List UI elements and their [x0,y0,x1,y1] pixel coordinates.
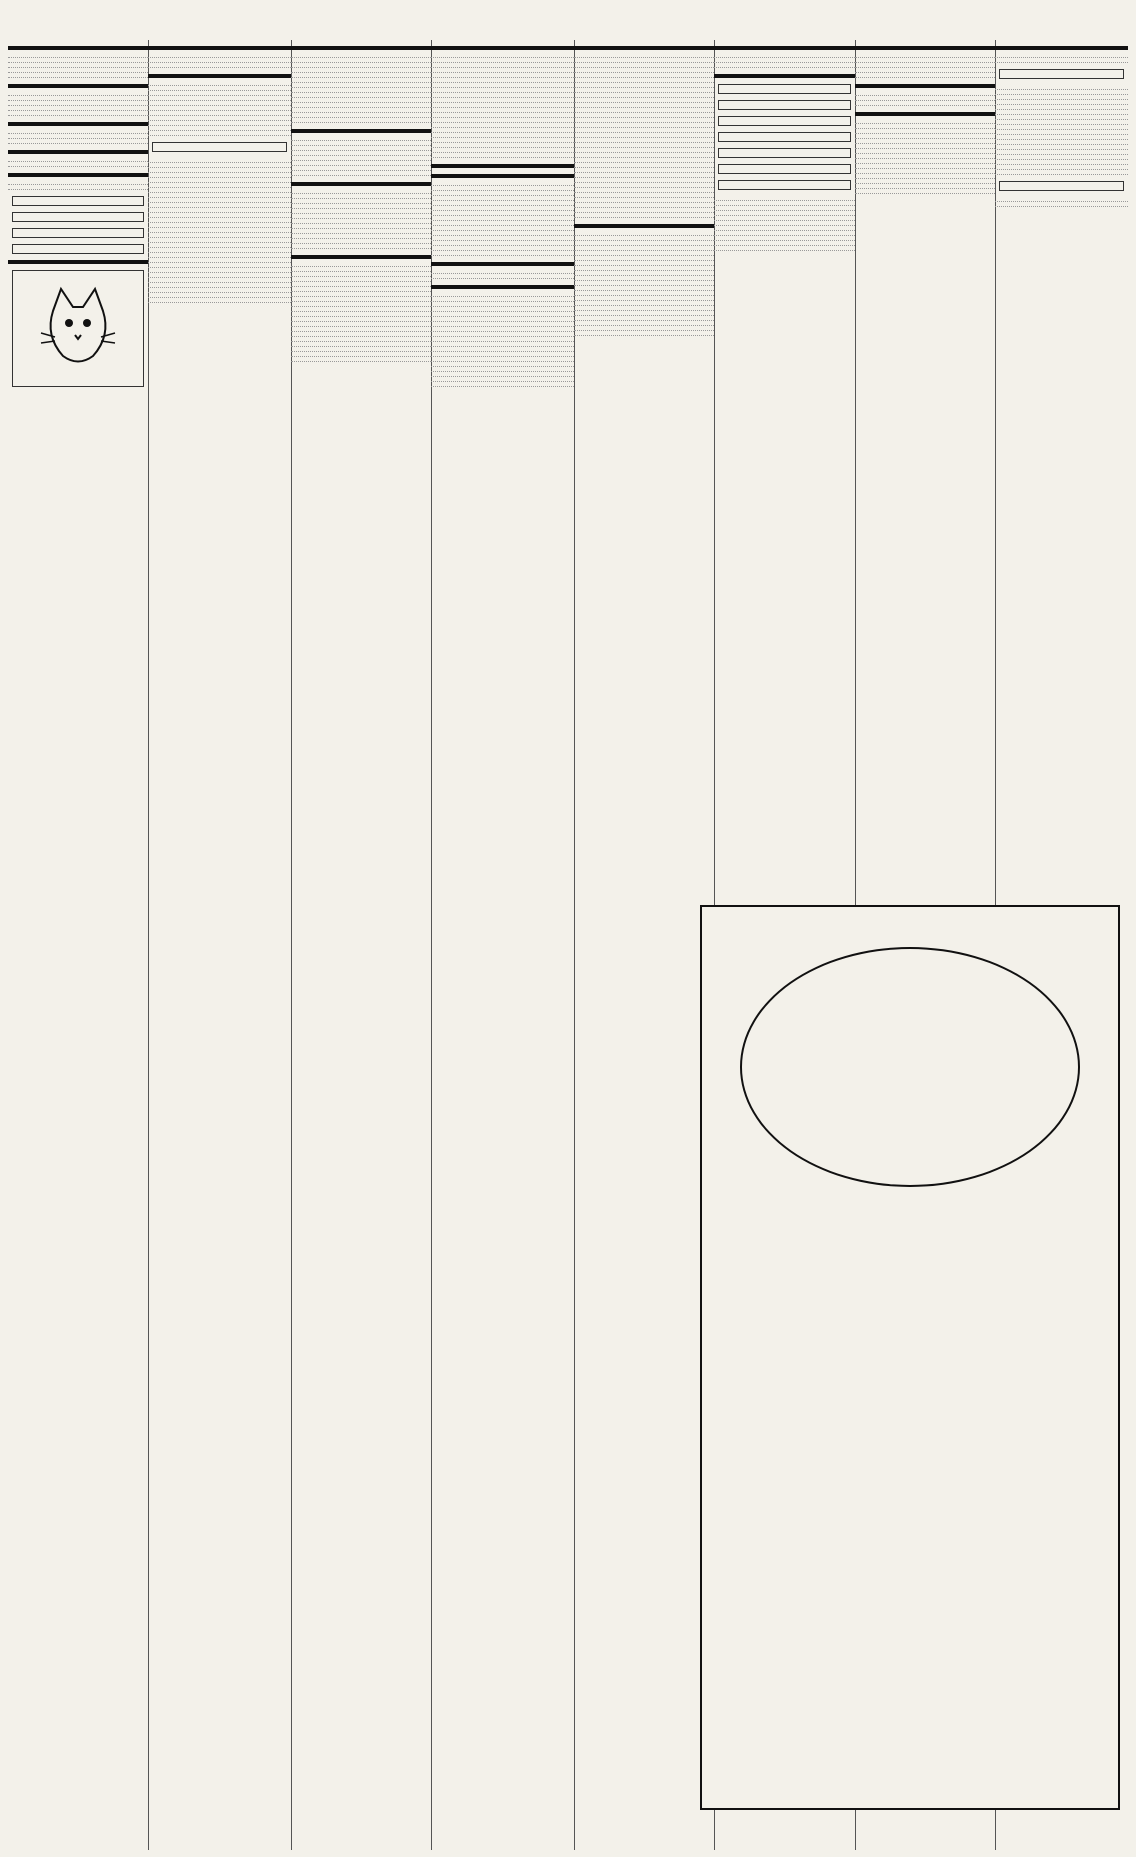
classified-ad [431,382,574,387]
classified-column [574,40,715,1850]
display-ad [718,100,851,110]
section-heading [714,74,855,78]
section-heading [291,46,431,50]
classified-ad [855,189,995,194]
classified-ad [148,298,291,303]
section-heading [431,174,574,178]
classified-ad [714,246,855,251]
display-ad [12,244,144,254]
classified-ad [574,213,714,218]
classified-column [8,40,149,1850]
classified-ad [995,202,1128,207]
section-heading [8,84,148,88]
display-ad [999,181,1124,191]
section-heading [148,74,291,78]
section-heading [714,46,855,50]
classified-ad [8,139,148,144]
classified-ad [291,118,431,123]
section-heading [431,46,574,50]
classified-column [291,40,432,1850]
section-heading [855,84,995,88]
classified-ad [148,63,291,68]
promo-blurb-oval [740,947,1080,1187]
classified-ad [714,63,855,68]
section-heading [8,260,148,264]
section-heading [995,46,1128,50]
classified-ad [855,73,995,78]
section-heading [431,285,574,289]
classified-column [148,40,292,1850]
classified-ad [855,101,995,106]
classified-ad [291,171,431,176]
section-heading [291,255,431,259]
section-heading [8,46,148,50]
classified-ad [148,131,291,136]
classified-ad [431,251,574,256]
display-ad [999,69,1124,79]
display-ad [12,228,144,238]
section-heading [431,262,574,266]
classified-ad [574,331,714,336]
display-ad [718,148,851,158]
classified-ad [431,153,574,158]
classified-ad [995,170,1128,175]
display-ad [718,164,851,174]
page-header [0,0,1136,34]
section-heading [291,129,431,133]
pet-shop-ad [12,270,144,387]
classified-ad [291,357,431,362]
classified-ad [8,162,148,167]
classified-ad [8,111,148,116]
display-ad [12,196,144,206]
section-heading [574,224,714,228]
big-promo-ad [700,905,1120,1810]
classified-ad [8,73,148,78]
display-ad [12,212,144,222]
classified-ad [995,58,1128,63]
classified-ad [431,274,574,279]
section-heading [431,164,574,168]
section-heading [8,122,148,126]
display-ad [718,84,851,94]
section-heading [8,173,148,177]
display-ad [152,142,287,152]
classified-ad [291,244,431,249]
display-ad [718,132,851,142]
display-ad [718,116,851,126]
classified-ad [8,185,148,190]
display-ad [718,180,851,190]
section-heading [8,150,148,154]
section-heading [855,112,995,116]
section-heading [291,182,431,186]
cat-illustration-icon [33,281,123,371]
section-heading [574,46,714,50]
section-heading [148,46,291,50]
classified-column [431,40,575,1850]
section-heading [855,46,995,50]
